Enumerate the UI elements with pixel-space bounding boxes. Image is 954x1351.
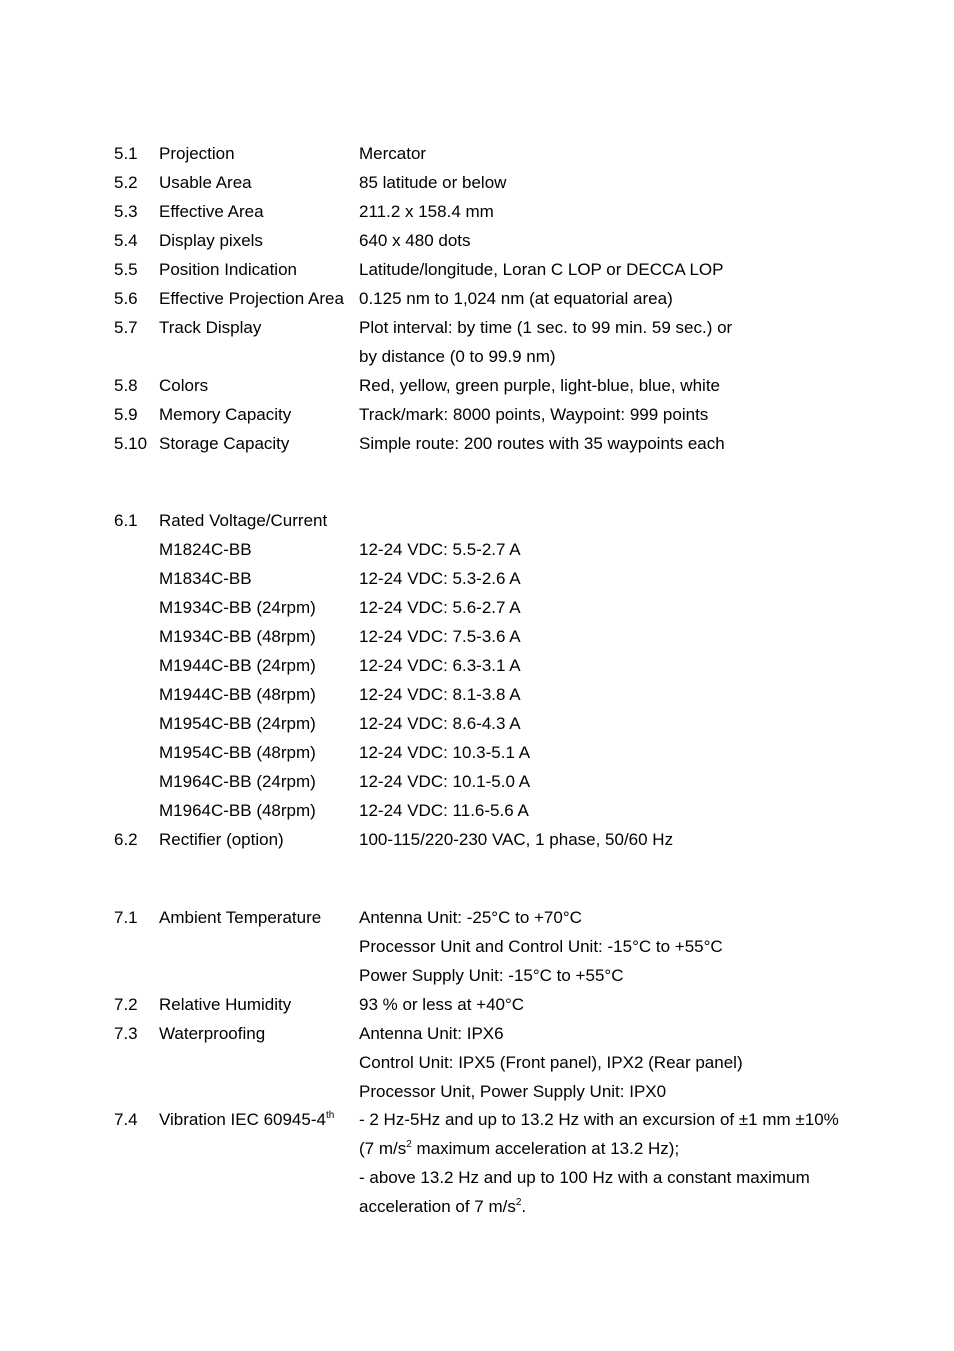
spec-number: 5.10 <box>114 434 148 453</box>
spec-value: 211.2 x 158.4 mm <box>359 202 494 221</box>
spec-value: Track/mark: 8000 points, Waypoint: 999 points <box>359 405 709 424</box>
spec-value: 640 x 480 dots <box>359 231 471 250</box>
spec-number: 7.1 <box>114 908 138 927</box>
spec-value: Processor Unit and Control Unit: -15°C to +55°C <box>359 937 723 956</box>
spec-value: 12-24 VDC: 6.3-3.1 A <box>359 656 521 675</box>
spec-number: 5.2 <box>114 173 138 192</box>
spec-value-text: (7 m/s <box>359 1139 407 1158</box>
spec-label: Waterproofing <box>159 1024 266 1043</box>
spec-value: Red, yellow, green purple, light-blue, blue, white <box>359 376 720 395</box>
spec-label: M1954C-BB (24rpm) <box>159 714 316 733</box>
spec-value: Power Supply Unit: -15°C to +55°C <box>359 966 624 985</box>
spec-value: 12-24 VDC: 8.1-3.8 A <box>359 685 521 704</box>
spec-value: - above 13.2 Hz and up to 100 Hz with a constant maximum <box>359 1168 810 1187</box>
spec-label: Rectifier (option) <box>159 830 284 849</box>
spec-label: Display pixels <box>159 231 263 250</box>
spec-value <box>359 1192 526 1221</box>
spec-number: 5.1 <box>114 144 138 163</box>
spec-label: M1934C-BB (24rpm) <box>159 598 316 617</box>
spec-value: Simple route: 200 routes with 35 waypoints each <box>359 434 725 453</box>
spec-number: 5.5 <box>114 260 138 279</box>
spec-value: by distance (0 to 99.9 nm) <box>359 347 556 366</box>
spec-number: 5.7 <box>114 318 138 337</box>
spec-value: - 2 Hz-5Hz and up to 13.2 Hz with an excursion of ±1 mm ±10% <box>359 1110 839 1129</box>
spec-label: Rated Voltage/Current <box>159 511 328 530</box>
spec-number: 5.6 <box>114 289 138 308</box>
spec-value: 12-24 VDC: 5.3-2.6 A <box>359 569 521 588</box>
spec-number: 6.2 <box>114 830 138 849</box>
spec-value: 12-24 VDC: 5.5-2.7 A <box>359 540 521 559</box>
spec-label: Position Indication <box>159 260 297 279</box>
spec-number: 7.3 <box>114 1024 138 1043</box>
spec-value: Antenna Unit: -25°C to +70°C <box>359 908 582 927</box>
spec-value: 85 latitude or below <box>359 173 507 192</box>
spec-number: 5.3 <box>114 202 138 221</box>
spec-label: Track Display <box>159 318 262 337</box>
superscript: 2 <box>406 1139 412 1150</box>
spec-label: Effective Area <box>159 202 264 221</box>
spec-label: Colors <box>159 376 209 395</box>
spec-label <box>159 1105 334 1134</box>
spec-value: 100-115/220-230 VAC, 1 phase, 50/60 Hz <box>359 830 674 849</box>
spec-label: Memory Capacity <box>159 405 292 424</box>
spec-value: Mercator <box>359 144 427 163</box>
spec-value-text: . <box>521 1197 527 1216</box>
spec-number: 6.1 <box>114 511 138 530</box>
spec-value: Antenna Unit: IPX6 <box>359 1024 504 1043</box>
spec-label: Ambient Temperature <box>159 908 322 927</box>
spec-value: 0.125 nm to 1,024 nm (at equatorial area) <box>359 289 673 308</box>
spec-value: Latitude/longitude, Loran C LOP or DECCA LOP <box>359 260 724 279</box>
spec-label: Projection <box>159 144 235 163</box>
spec-number: 7.4 <box>114 1110 138 1129</box>
spec-label: M1944C-BB (24rpm) <box>159 656 316 675</box>
spec-value-text: acceleration of 7 m/s <box>359 1197 516 1216</box>
superscript: th <box>325 1110 335 1121</box>
spec-value: 12-24 VDC: 5.6-2.7 A <box>359 598 521 617</box>
spec-label: M1834C-BB <box>159 569 252 588</box>
spec-label-text: Vibration IEC 60945-4 <box>159 1110 326 1129</box>
spec-value: 12-24 VDC: 7.5-3.6 A <box>359 627 521 646</box>
spec-number: 7.2 <box>114 995 138 1014</box>
spec-label: M1944C-BB (48rpm) <box>159 685 316 704</box>
spec-label: M1934C-BB (48rpm) <box>159 627 316 646</box>
spec-value: Control Unit: IPX5 (Front panel), IPX2 (Rear panel) <box>359 1053 743 1072</box>
spec-value: Plot interval: by time (1 sec. to 99 min. 59 sec.) or <box>359 318 733 337</box>
spec-value: 12-24 VDC: 11.6-5.6 A <box>359 801 529 820</box>
spec-label: Storage Capacity <box>159 434 290 453</box>
spec-label: Effective Projection Area <box>159 289 344 308</box>
spec-value: 12-24 VDC: 10.1-5.0 A <box>359 772 531 791</box>
superscript: 2 <box>515 1197 522 1208</box>
spec-value: Processor Unit, Power Supply Unit: IPX0 <box>359 1082 667 1101</box>
spec-number: 5.9 <box>114 405 138 424</box>
spec-value <box>359 1134 679 1163</box>
spec-label: M1964C-BB (48rpm) <box>159 801 316 820</box>
spec-label: M1964C-BB (24rpm) <box>159 772 316 791</box>
spec-label: M1954C-BB (48rpm) <box>159 743 316 762</box>
spec-label: Usable Area <box>159 173 252 192</box>
spec-number: 5.8 <box>114 376 138 395</box>
spec-value-text: maximum acceleration at 13.2 Hz); <box>411 1139 680 1158</box>
spec-value: 93 % or less at +40°C <box>359 995 525 1014</box>
spec-label: Relative Humidity <box>159 995 292 1014</box>
spec-label: M1824C-BB <box>159 540 252 559</box>
spec-value: 12-24 VDC: 8.6-4.3 A <box>359 714 521 733</box>
spec-number: 5.4 <box>114 231 138 250</box>
spec-value: 12-24 VDC: 10.3-5.1 A <box>359 743 531 762</box>
